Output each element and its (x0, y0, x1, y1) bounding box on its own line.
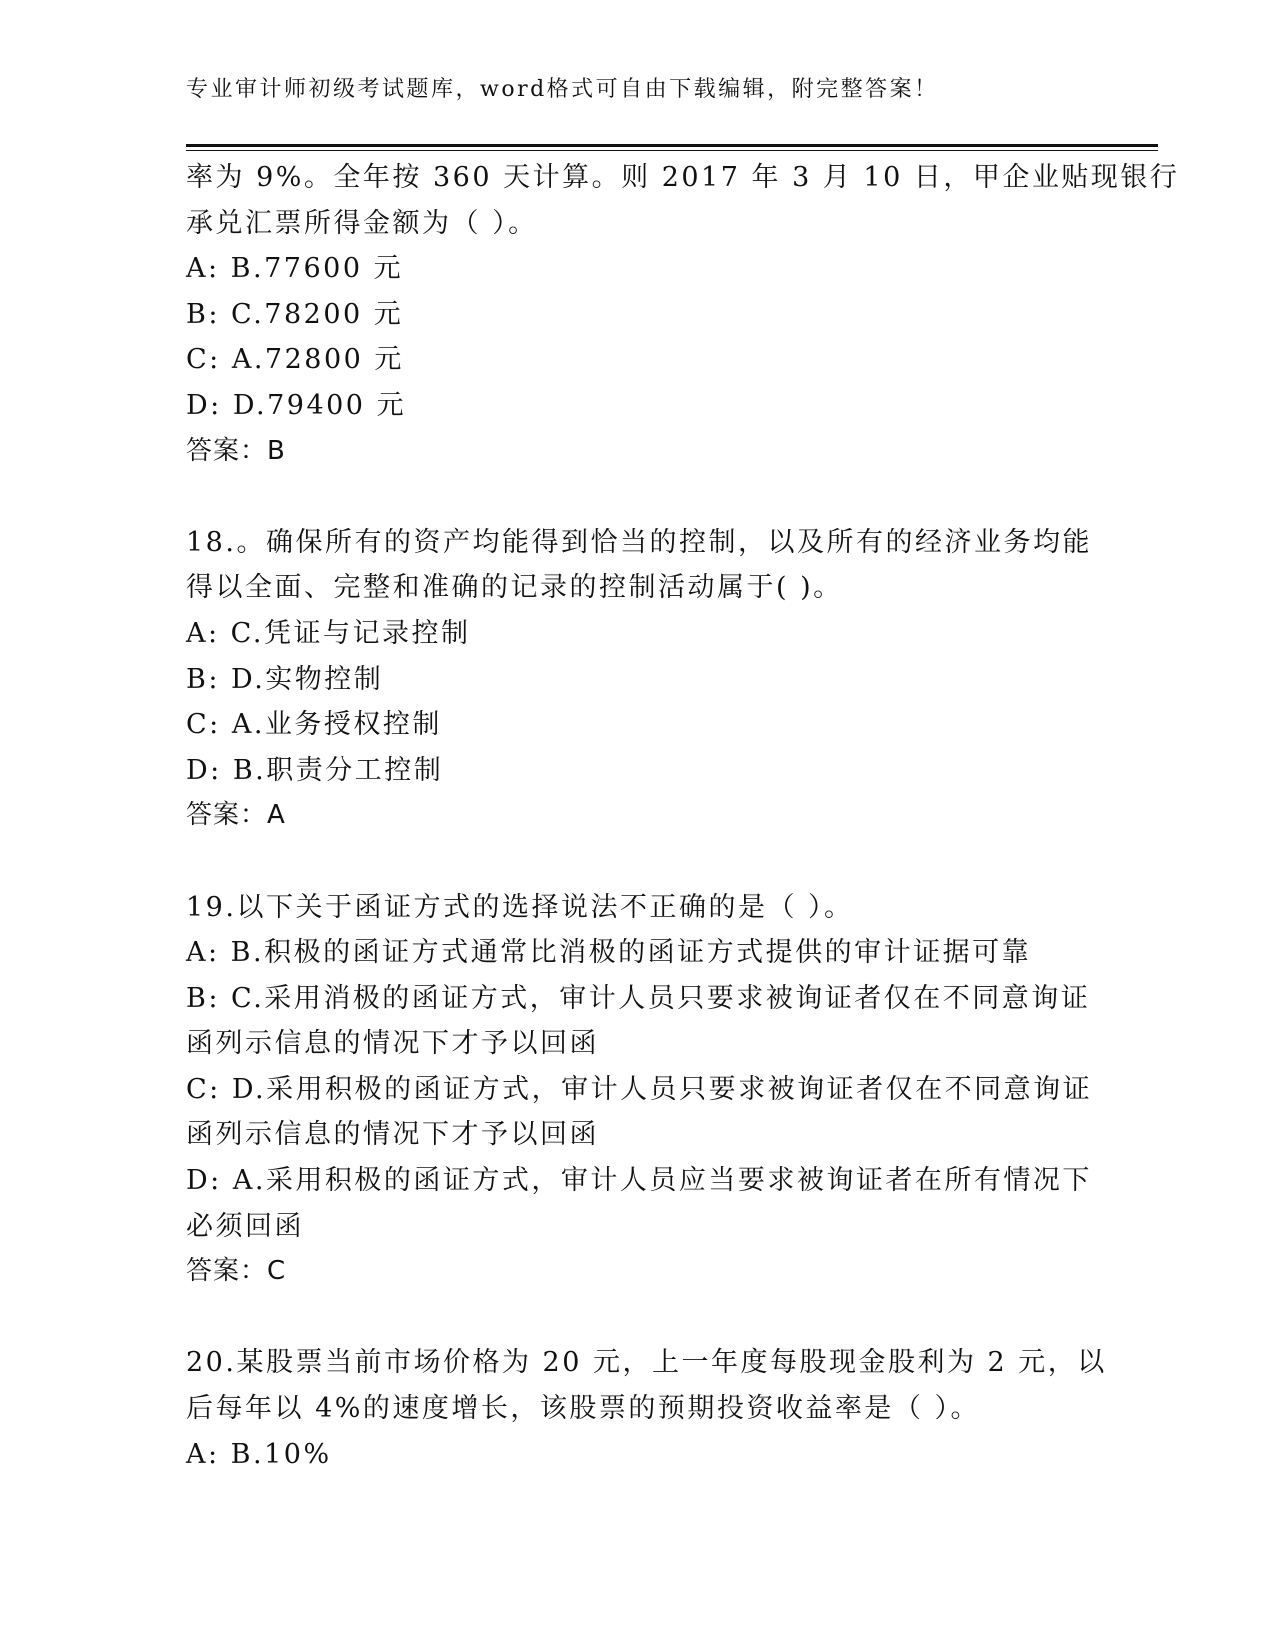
option-line: C: A.72800 元 (186, 344, 404, 376)
question-stem-line: 20.某股票当前市场价格为 20 元，上一年度每股现金股利为 2 元，以 (186, 1347, 1107, 1379)
option-line: A: C.凭证与记录控制 (186, 617, 471, 649)
answer-line: 答案：C (186, 1256, 287, 1287)
header-rule-thin (186, 150, 1158, 151)
header-rule-thick (186, 144, 1158, 147)
spacer (186, 474, 1086, 520)
option-line: B: D.实物控制 (186, 663, 384, 695)
option-line: B: C.78200 元 (186, 298, 404, 330)
option-line: D: D.79400 元 (186, 389, 407, 421)
question-list (186, 155, 1180, 1477)
option-line: D: A.采用积极的函证方式，审计人员应当要求被询证者在所有情况下 (186, 1165, 1092, 1197)
option-line: 必须回函 (186, 1210, 304, 1242)
question-block (186, 1340, 1107, 1477)
question-block (186, 885, 1093, 1295)
option-line: A: B.积极的函证方式通常比消极的函证方式提供的审计证据可靠 (186, 937, 1032, 969)
question-stem-line: 承兑汇票所得金额为（ ）。 (186, 207, 538, 239)
question-stem-line: 率为 9%。全年按 360 天计算。则 2017 年 3 月 10 日，甲企业贴现银行 (186, 162, 1180, 193)
question-stem-line: 19.以下关于函证方式的选择说法不正确的是（ ）。 (186, 891, 854, 923)
option-line: 函列示信息的情况下才予以回函 (186, 1028, 599, 1060)
page-header: 专业审计师初级考试题库，word格式可自由下载编辑，附完整答案！ (186, 77, 939, 102)
option-line: D: B.职责分工控制 (186, 754, 444, 786)
option-line: C: D.采用积极的函证方式，审计人员只要求被询证者仅在不同意询证 (186, 1073, 1093, 1105)
spacer (186, 839, 1086, 885)
question-block (186, 520, 1092, 839)
question-stem-line: 18.。确保所有的资产均能得到恰当的控制，以及所有的经济业务均能 (186, 526, 1092, 558)
answer-line: 答案：A (186, 800, 286, 831)
option-line: A: B.10% (186, 1438, 332, 1470)
question-block (186, 155, 1180, 474)
option-line: A: B.77600 元 (186, 253, 404, 285)
spacer (186, 1295, 1086, 1341)
answer-line: 答案：B (186, 435, 286, 466)
option-line: 函列示信息的情况下才予以回函 (186, 1119, 599, 1151)
option-line: B: C.采用消极的函证方式，审计人员只要求被询证者仅在不同意询证 (186, 982, 1091, 1014)
question-stem-line: 得以全面、完整和准确的记录的控制活动属于( )。 (186, 572, 843, 604)
question-stem-line: 后每年以 4%的速度增长，该股票的预期投资收益率是（ ）。 (186, 1393, 980, 1425)
option-line: C: A.业务授权控制 (186, 709, 442, 741)
